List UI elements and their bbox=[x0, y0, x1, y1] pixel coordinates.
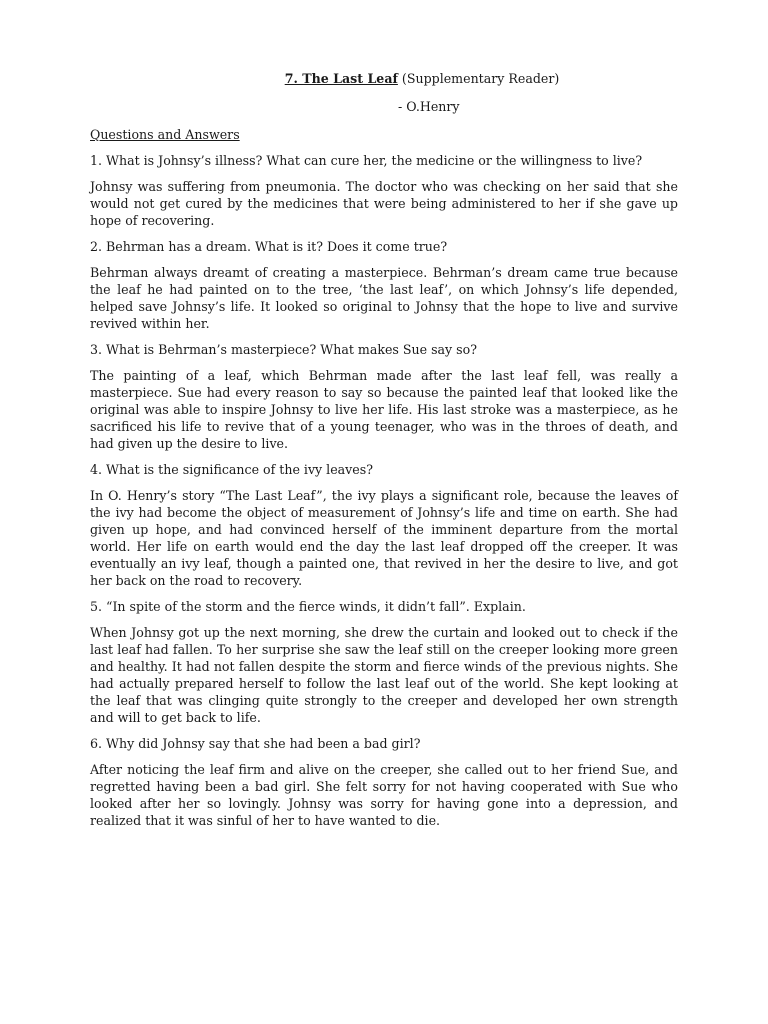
qa-item-4 bbox=[90, 461, 678, 589]
qa-item-3 bbox=[90, 341, 678, 452]
answer-text: Behrman always dreamt of creating a masterpiece. Behrman’s dream came true because the leaf he had painted on to the tree, ‘the last leaf’, on which Johnsy’s life depended, helped save Johnsy’s life. It looked so original to Johnsy that the hope to live and survive revived within her. bbox=[90, 265, 678, 331]
question-text: 5. “In spite of the storm and the fierce winds, it didn’t fall”. Explain. bbox=[90, 599, 526, 614]
answer-text: In O. Henry’s story “The Last Leaf”, the ivy plays a significant role, because the leaves of the ivy had become the object of measurement of Johnsy’s life and time on earth. She had given up hope, and had convinced herself of the imminent departure from the mortal world. Her life on earth would end the day the last leaf dropped off the creeper. It was eventually an ivy leaf, though a painted one, that revived in her the desire to live, and got her back on the road to recovery. bbox=[90, 488, 678, 588]
question-text: 2. Behrman has a dream. What is it? Does it come true? bbox=[90, 239, 448, 254]
question-text: 4. What is the significance of the ivy leaves? bbox=[90, 462, 373, 477]
qa-item-6 bbox=[90, 735, 678, 829]
question-text: 1. What is Johnsy’s illness? What can cure her, the medicine or the willingness to live? bbox=[90, 153, 643, 168]
answer-text: Johnsy was suffering from pneumonia. The doctor who was checking on her said that she would not get cured by the medicines that were being administered to her if she gave up hope of recovering. bbox=[90, 179, 678, 228]
document-title: 7. The Last Leaf bbox=[284, 71, 398, 86]
document-author: - O.Henry bbox=[398, 99, 460, 114]
answer-text: The painting of a leaf, which Behrman made after the last leaf fell, was really a masterpiece. Sue had every reason to say so because the painted leaf that looked like the original was able to inspire Johnsy to live her life. His last stroke was a masterpiece, as he sacrificed his life to revive that of a young teenager, who was in the throes of death, and had given up the desire to live. bbox=[90, 368, 678, 451]
qa-item-1 bbox=[90, 152, 678, 229]
question-text: 3. What is Behrman’s masterpiece? What makes Sue say so? bbox=[90, 342, 477, 357]
document-title-line bbox=[90, 70, 678, 87]
answer-text: After noticing the leaf firm and alive on the creeper, she called out to her friend Sue, and regretted having been a bad girl. She felt sorry for not having cooperated with Sue who looked after her so lovingly. Johnsy was sorry for having gone into a depression, and realized that it was sinful of her to have wanted to die. bbox=[90, 762, 678, 828]
document-subtitle: (Supplementary Reader) bbox=[401, 71, 560, 86]
document-page bbox=[90, 70, 678, 829]
qa-item-5 bbox=[90, 598, 678, 726]
qa-item-2 bbox=[90, 238, 678, 332]
question-text: 6. Why did Johnsy say that she had been a bad girl? bbox=[90, 736, 421, 751]
section-heading: Questions and Answers bbox=[90, 127, 240, 142]
answer-text: When Johnsy got up the next morning, she drew the curtain and looked out to check if the last leaf had fallen. To her surprise she saw the leaf still on the creeper looking more green and healthy. It had not fallen despite the storm and fierce winds of the previous nights. She had actually prepared herself to follow the last leaf out of the world. She kept looking at the leaf that was clinging quite strongly to the creeper and developed her own strength and will to get back to life. bbox=[90, 625, 678, 725]
